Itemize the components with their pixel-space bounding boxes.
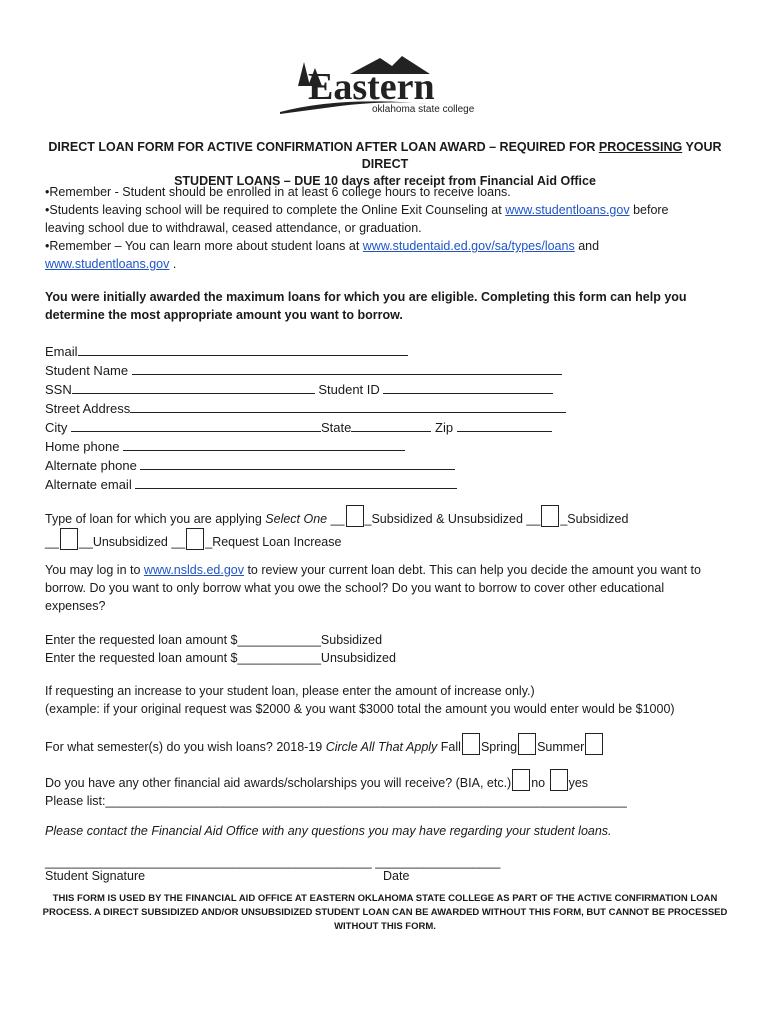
summer-checkbox[interactable] — [585, 733, 603, 755]
college-logo — [280, 52, 495, 122]
alt-email-field[interactable] — [135, 474, 457, 489]
unsubsidized-amount-field[interactable]: Enter the requested loan amount $____________Unsubsidized — [45, 651, 396, 665]
home-phone-row: Home phone — [45, 436, 566, 455]
footer-notice: THIS FORM IS USED BY THE FINANCIAL AID OFFICE AT EASTERN OKLAHOMA STATE COLLEGE AS PART OF THE ACTIVE CONFIRMATION LOAN PROCESS. A DIRECT SUBSIDIZED AND/OR UNSUBSIDIZED STUDENT LOAN CAN BE AWARDED WITHOUT THIS FORM, BUT CANNOT BE PROCESSED WITHOUT THIS FORM. — [42, 893, 728, 932]
logo-subtitle: oklahoma state college — [372, 104, 475, 115]
state-field[interactable] — [351, 417, 431, 432]
email-field-row: Email — [45, 341, 566, 360]
loan-type-section: Type of loan for which you are applying Select One __ _Subsidized & Unsubsidized __ _Subsidized __ __Unsubsidized __ _Request Loan Increase — [45, 505, 745, 551]
nslds-link[interactable]: www.nslds.ed.gov — [143, 563, 244, 577]
reminder-learn-more: •Remember – You can learn more about student loans at www.studentaid.ed.gov/sa/types/loans and — [45, 239, 600, 253]
date-label: Date — [383, 869, 410, 883]
alt-phone-row: Alternate phone — [45, 455, 566, 474]
street-row: Street Address — [45, 398, 566, 417]
reminder-enrollment: •Remember - Student should be enrolled in at least 6 college hours to receive loans. — [45, 185, 511, 199]
reminder-list: •Remember - Student should be enrolled in at least 6 college hours to receive loans. •Students leaving school will be required to complete the Online Exit Counseling at www.studentloans.gov before leaving school due to withdrawal, ceased attendance, or graduation. •Remember – You can learn more about student loans at www.studentaid.ed.gov/sa/types/loans and www.studentloans.gov . — [45, 183, 735, 273]
ssn-field[interactable] — [72, 379, 315, 394]
signature-line[interactable]: _______________________________________________ __________________ — [45, 855, 501, 869]
student-name-field[interactable] — [132, 360, 562, 375]
other-aid-yes-checkbox[interactable] — [550, 769, 568, 791]
ssn-row: SSN Student ID — [45, 379, 566, 398]
fall-checkbox[interactable] — [462, 733, 480, 755]
intro-text: You were initially awarded the maximum loans for which you are eligible. Completing this form can help you determine the most appropriate amount you want to borrow. — [45, 290, 687, 322]
nslds-paragraph: You may log in to www.nslds.ed.gov to review your current loan debt. This can help you decide the amount you want to borrow. Do you want to only borrow what you owe the school? Do you want to borrow to cover other educational expenses? — [45, 563, 701, 613]
contact-note: Please contact the Financial Aid Office with any questions you may have regarding your student loans. — [45, 824, 612, 838]
signature-section — [45, 855, 735, 887]
student-info-fields — [45, 341, 566, 493]
loan-amounts — [45, 631, 735, 667]
street-address-field[interactable] — [130, 398, 566, 413]
alt-email-row: Alternate email — [45, 474, 566, 493]
unsubsidized-checkbox[interactable] — [60, 528, 78, 550]
email-field[interactable] — [78, 341, 408, 356]
city-row: City State Zip — [45, 417, 566, 436]
other-aid-section: Do you have any other financial aid awards/scholarships you will receive? (BIA, etc.) no yes Please list:___________________________________________________________________________ — [45, 769, 735, 810]
subsidized-amount-field[interactable]: Enter the requested loan amount $____________Subsidized — [45, 633, 383, 647]
alt-phone-field[interactable] — [140, 455, 455, 470]
studentloans-link-2[interactable]: www.studentloans.gov — [45, 257, 170, 271]
semester-row: For what semester(s) do you wish loans? 2018-19 Circle All That Apply Fall Spring Summer — [45, 733, 735, 756]
subsidized-unsubsidized-checkbox[interactable] — [346, 505, 364, 527]
logo-wordmark: Eastern — [308, 66, 435, 108]
city-field[interactable] — [71, 417, 321, 432]
student-signature-label: Student Signature — [45, 869, 146, 883]
home-phone-field[interactable] — [123, 436, 405, 451]
student-id-field[interactable] — [383, 379, 553, 394]
zip-field[interactable] — [457, 417, 552, 432]
other-aid-list-field[interactable]: Please list:___________________________________________________________________________ — [45, 794, 627, 808]
form-title: DIRECT LOAN FORM FOR ACTIVE CONFIRMATION AFTER LOAN AWARD – REQUIRED FOR PROCESSING YOUR DIRECT STUDENT LOANS – DUE 10 days after receipt from Financial Aid Office — [48, 140, 722, 188]
studentloans-link[interactable]: www.studentloans.gov — [505, 203, 630, 217]
spring-checkbox[interactable] — [518, 733, 536, 755]
increase-instructions: If requesting an increase to your student loan, please enter the amount of increase only.) (example: if your original request was $2000 & you want $3000 total the amount you would enter would be $1000) — [45, 684, 675, 716]
other-aid-no-checkbox[interactable] — [512, 769, 530, 791]
studentaid-link[interactable]: www.studentaid.ed.gov/sa/types/loans — [362, 239, 575, 253]
reminder-exit-counseling: •Students leaving school will be required to complete the Online Exit Counseling at www.studentloans.gov before — [45, 203, 669, 217]
student-name-row: Student Name — [45, 360, 566, 379]
subsidized-checkbox[interactable] — [541, 505, 559, 527]
loan-increase-checkbox[interactable] — [186, 528, 204, 550]
